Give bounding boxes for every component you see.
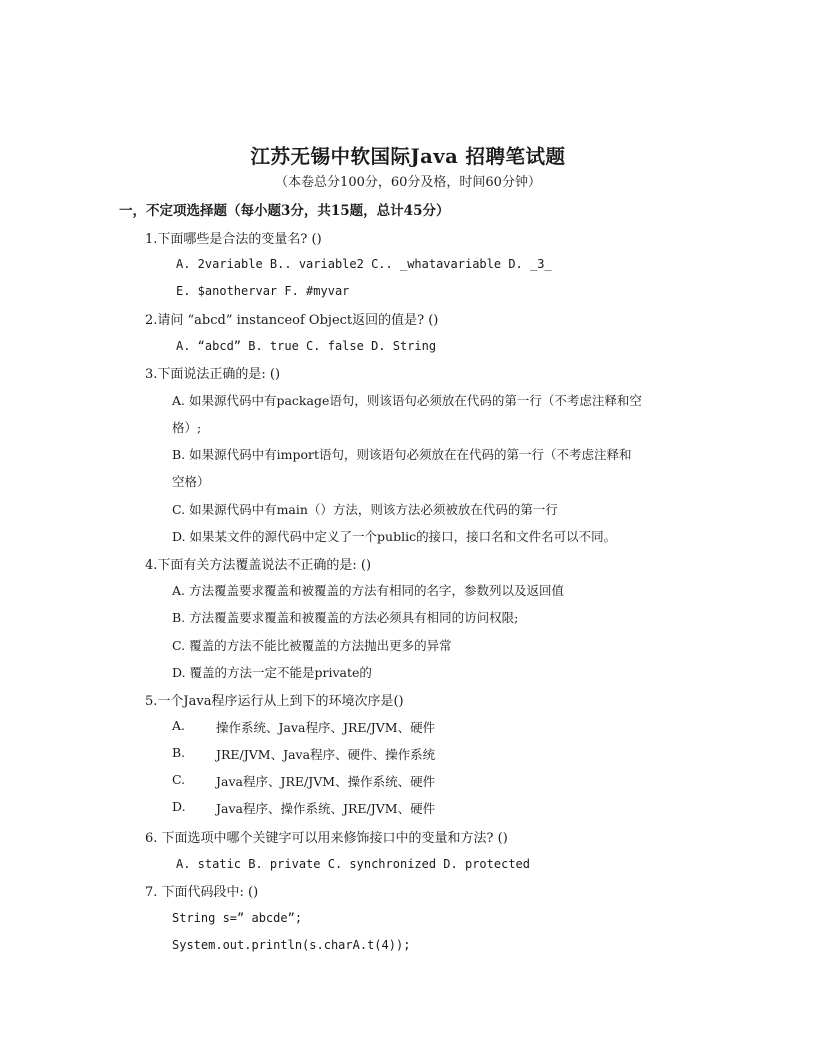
question-5-stem: 5.一个Java程序运行从上到下的环境次序是() bbox=[145, 694, 404, 709]
question-5-option-a-label: A. bbox=[172, 718, 186, 733]
page-subtitle: （本卷总分100分，60分及格，时间60分钟） bbox=[275, 175, 541, 190]
question-3-option-d: D. 如果某文件的源代码中定义了一个public的接口，接口名和文件名可以不同。 bbox=[172, 529, 617, 544]
question-3-option-a: A. 如果源代码中有package语句，则该语句必须放在代码的第一行（不考虑注释和空 bbox=[172, 393, 642, 408]
question-1-option-line-2: E. $anothervar F. #myvar bbox=[176, 284, 350, 298]
question-5-option-c-text: Java程序、JRE/JVM、操作系统、硬件 bbox=[216, 774, 436, 789]
question-5-option-b-label: B. bbox=[172, 745, 186, 760]
question-5-option-b-text: JRE/JVM、Java程序、硬件、操作系统 bbox=[216, 747, 436, 762]
question-7-code-line-1: String s=” abcde”; bbox=[172, 911, 303, 925]
question-3-option-b-cont: 空格） bbox=[172, 474, 210, 489]
question-6-stem: 6. 下面选项中哪个关键字可以用来修饰接口中的变量和方法? () bbox=[145, 831, 508, 846]
question-4-option-b: B. 方法覆盖要求覆盖和被覆盖的方法必须具有相同的访问权限; bbox=[172, 610, 519, 625]
question-4-option-d: D. 覆盖的方法一定不能是private的 bbox=[172, 665, 372, 680]
page-title: 江苏无锡中软国际Java 招聘笔试题 bbox=[250, 145, 566, 168]
question-3-option-c: C. 如果源代码中有main（）方法，则该方法必须被放在代码的第一行 bbox=[172, 502, 558, 517]
question-4-option-a: A. 方法覆盖要求覆盖和被覆盖的方法有相同的名字，参数列以及返回值 bbox=[172, 583, 564, 598]
question-7-code-line-2: System.out.println(s.charA.t(4)); bbox=[172, 938, 411, 952]
question-3-stem: 3.下面说法正确的是: () bbox=[145, 367, 281, 382]
question-4-stem: 4.下面有关方法覆盖说法不正确的是: () bbox=[145, 558, 372, 573]
question-5-option-d-label: D. bbox=[172, 799, 186, 814]
question-7-stem: 7. 下面代码段中: () bbox=[145, 885, 259, 900]
question-1-stem: 1.下面哪些是合法的变量名? () bbox=[145, 232, 322, 247]
section-heading: 一，不定项选择题（每小题3分，共15题，总计45分） bbox=[119, 203, 450, 219]
question-6-options: A. static B. private C. synchronized D. protected bbox=[176, 857, 531, 871]
question-3-option-a-cont: 格）; bbox=[172, 420, 202, 435]
question-2-options: A. “abcd” B. true C. false D. String bbox=[176, 339, 437, 353]
question-5-option-c-label: C. bbox=[172, 772, 186, 787]
question-5-option-d-text: Java程序、操作系统、JRE/JVM、硬件 bbox=[216, 801, 436, 816]
question-4-option-c: C. 覆盖的方法不能比被覆盖的方法抛出更多的异常 bbox=[172, 638, 452, 653]
question-1-option-line-1: A. 2variable B.. variable2 C.. _whatavariable D. _3_ bbox=[176, 257, 552, 271]
question-2-stem: 2.请问 “abcd” instanceof Object返回的值是? () bbox=[145, 313, 439, 328]
question-5-option-a-text: 操作系统、Java程序、JRE/JVM、硬件 bbox=[216, 720, 436, 735]
question-3-option-b: B. 如果源代码中有import语句，则该语句必须放在在代码的第一行（不考虑注释和 bbox=[172, 447, 632, 462]
